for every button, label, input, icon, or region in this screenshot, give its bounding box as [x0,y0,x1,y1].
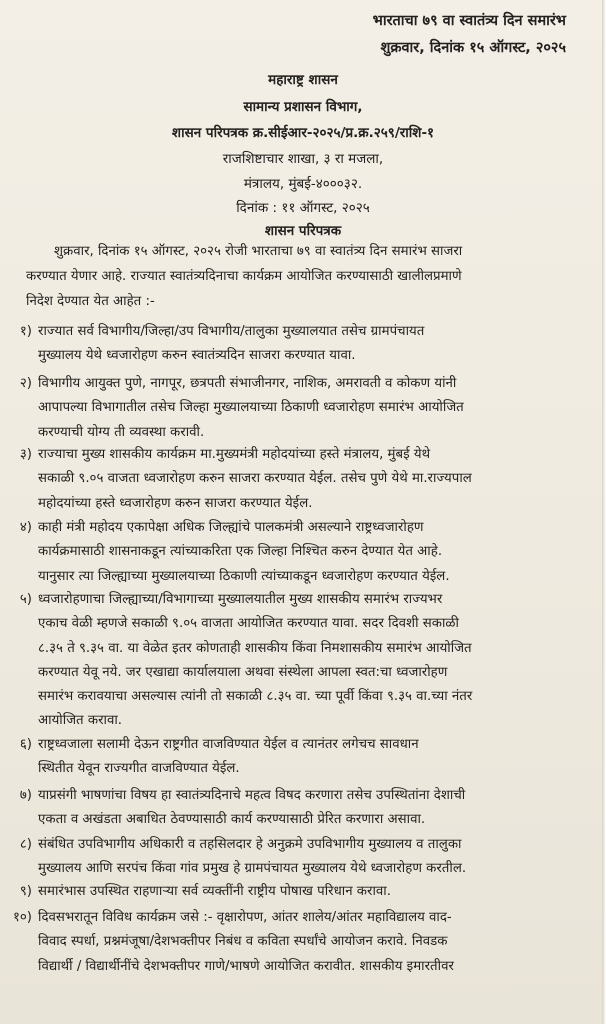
intro-line: करण्यात येणार आहे. राज्यात स्वातंत्र्यदिनाचा कार्यक्रम आयोजित करण्यासाठी खालीलप्रमाणे [26,269,462,284]
occasion-title: भारताचा ७९ वा स्वातंत्र्य दिन समारंभ [372,13,566,29]
item-line: राज्यात सर्व विभागीय/जिल्हा/उप विभागीय/तालुका मुख्यालयात तसेच ग्रामपंचायत [38,324,425,339]
issuer-branch: राजशिष्टाचार शाखा, ३ रा मजला, [222,151,384,167]
item-line: विभागीय आयुक्त पुणे, नागपूर, छत्रपती संभाजीनगर, नाशिक, अमरावती व कोकण यांनी [38,376,457,391]
item-line: यानुसार त्या जिल्ह्याच्या मुख्यालयाच्या ठिकाणी त्यांच्याकडून ध्वजारोहण करण्यात येईल. [38,568,450,584]
item-line: राष्ट्रध्वजाला सलामी देऊन राष्ट्रगीत वाजविण्यात येईल व त्यानंतर लगेचच सावधान [38,737,419,752]
intro-line: शुक्रवार, दिनांक १५ ऑगस्ट, २०२५ रोजी भारताचा ७९ वा स्वातंत्र्य दिन समारंभ साजरा [54,244,463,259]
item-line: मुख्यालय आणि सरपंच किंवा गांव प्रमुख हे ग्रामपंचायत मुख्यालय येथे ध्वजारोहण करतील. [38,861,467,877]
item-number: ८) [19,837,32,852]
item-line: समारंभास उपस्थित राहणाऱ्या सर्व व्यक्तींनी राष्ट्रीय पोषाख परिधान करावा. [38,884,391,899]
item-line: विद्यार्थी / विद्यार्थीनींचे देशभक्तीपर गाणे/भाषणे आयोजित करावीत. शासकीय इमारतीवर [38,958,454,974]
item-line: समारंभ करावयाचा असल्यास त्यांनी तो सकाळी ८.३५ वा. च्या पूर्वी किंवा ९.३५ वा.च्या नंतर [38,689,473,705]
item-line: काही मंत्री महोदय एकापेक्षा अधिक जिल्ह्यांचे पालकमंत्री असल्याने राष्ट्रध्वजारोहण [38,520,424,535]
item-line: आपापल्या विभागातील तसेच जिल्हा मुख्यालयाच्या ठिकाणी ध्वजारोहण समारंभ आयोजित [38,400,464,416]
item-number: १) [19,324,32,339]
issue-date: दिनांक : ११ ऑगस्ट, २०२५ [236,200,370,216]
issuer-government: महाराष्ट्र शासन [268,72,338,88]
item-number: ३) [19,447,32,462]
item-line: मुख्यालय येथे ध्वजारोहण करुन स्वातंत्र्यदिन साजरा करण्यात यावा. [38,348,356,364]
item-line: विवाद स्पर्धा, प्रश्नमंजूषा/देशभक्तीपर निबंध व कविता स्पर्धांचे आयोजन करावे. निवडक [38,934,448,950]
item-line: करण्याची योग्य ती व्यवस्था करावी. [38,424,205,440]
header-date: शुक्रवार, दिनांक १५ ऑगस्ट, २०२५ [380,40,566,56]
item-line: राज्याचा मुख्य शासकीय कार्यक्रम मा.मुख्यमंत्री महोदयांच्या हस्ते मंत्रालय, मुंबई येथे [38,447,431,462]
intro-paragraph [26,239,586,314]
item-number: ७) [19,788,32,803]
item-line: एकता व अखंडता अबाधित ठेवण्यासाठी कार्य करण्यासाठी प्रेरित करणारा असावा. [38,812,426,828]
item-line: याप्रसंगी भाषणांचा विषय हा स्वातंत्र्यदिनाचे महत्व विषद करणारा तसेच उपस्थितांना देशाची [38,788,466,803]
item-number: ५) [19,592,32,607]
item-line: दिवसभरातून विविध कार्यक्रम जसे :- वृक्षारोपण, आंतर शालेय/आंतर महाविद्यालय वाद- [38,910,452,925]
document-type: शासन परिपत्रक [264,223,342,239]
item-line: एकाच वेळी म्हणजे सकाळी ९.०५ वाजता आयोजित करण्यात यावा. सदर दिवशी सकाळी [38,616,459,632]
item-number: १०) [12,910,32,925]
item-line: संबंधित उपविभागीय अधिकारी व तहसिलदार हे अनुक्रमे उपविभागीय मुख्यालय व तालुका [38,837,462,852]
item-line: करण्यात येवू नये. जर एखाद्या कार्यालयाला अथवा संस्थेला आपला स्वत:चा ध्वजारोहण [38,664,448,680]
item-line: कार्यक्रमासाठी शासनाकडून त्यांच्याकरिता एक जिल्हा निश्चित करुन देण्यात येत आहे. [38,544,443,560]
item-line: ८.३५ ते ९.३५ वा. या वेळेत इतर कोणताही शासकीय किंवा निमशासकीय समारंभ आयोजित [38,640,472,656]
item-line: स्थितीत येवून राज्यगीत वाजविण्यात येईल. [38,761,240,777]
item-number: ४) [19,520,32,535]
item-line: सकाळी ९.०५ वाजता ध्वजारोहण करुन साजरा करण्यात येईल. तसेच पुणे येथे मा.राज्यपाल [38,471,472,487]
circular-number: शासन परिपत्रक क्र.सीईआर-२०२५/प्र.क्र.२५९/राशि-१ [171,125,435,141]
issuer-department: सामान्य प्रशासन विभाग, [243,99,363,115]
intro-line: निदेश देण्यात येत आहेत :- [26,294,155,309]
item-number: २) [19,376,32,391]
item-line: आयोजित करावा. [38,713,123,729]
item-line: महोदयांच्या हस्ते ध्वजारोहण करुन साजरा करण्यात येईल. [38,495,313,511]
item-number: ६) [19,737,32,752]
item-line: ध्वजारोहणाचा जिल्ह्याच्या/विभागाच्या मुख्यालयातील मुख्य शासकीय समारंभ राज्यभर [38,592,443,607]
item-number: ९) [19,884,32,899]
issuer-address: मंत्रालय, मुंबई-४०००३२. [243,176,363,192]
